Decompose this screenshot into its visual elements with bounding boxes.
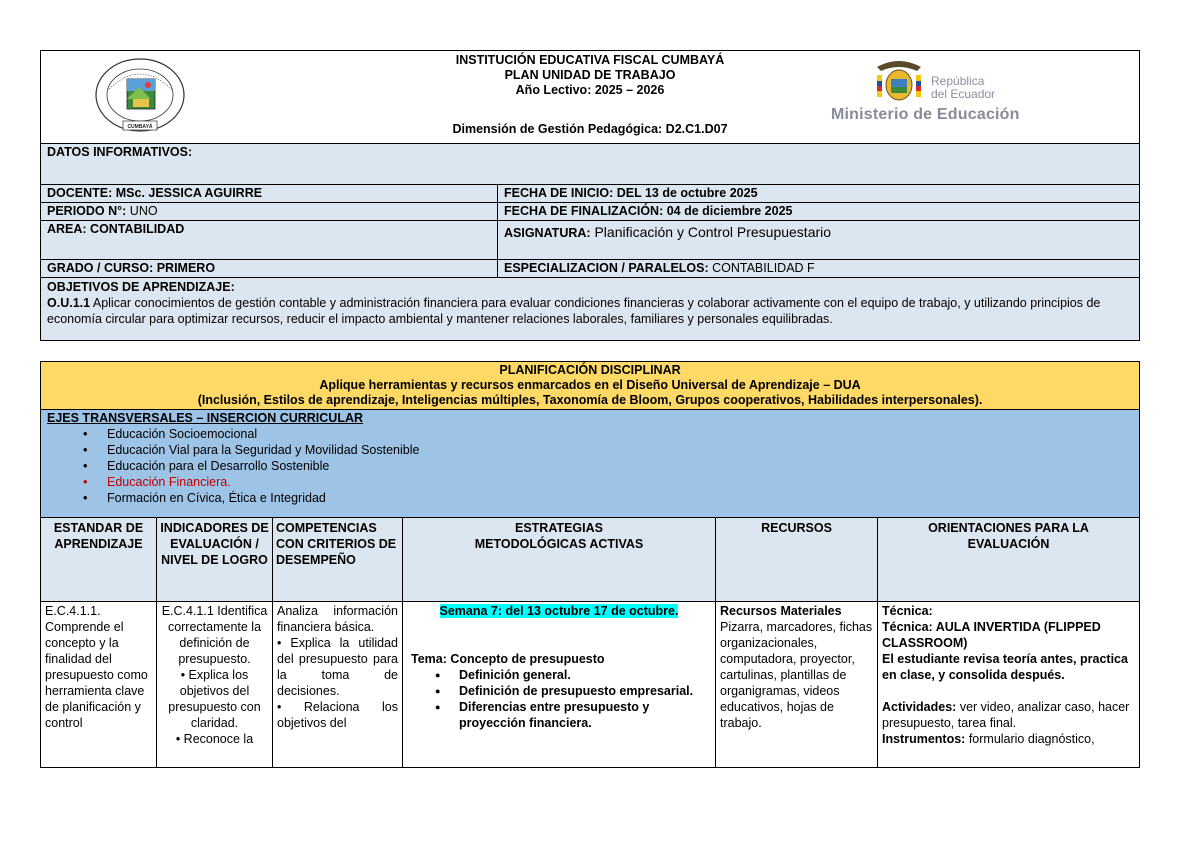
objetivos-title: OBJETIVOS DE APRENDIZAJE: xyxy=(47,280,235,294)
indicador-3: • Reconoce la xyxy=(175,732,254,746)
eje-item: • Educación para el Desarrollo Sostenible xyxy=(107,458,1133,474)
fecha-fin-cell: FECHA DE FINALIZACIÓN: 04 de diciembre 2025 xyxy=(498,203,1140,221)
competencias-cell xyxy=(273,602,403,768)
estrategias-cell xyxy=(403,602,716,768)
objetivos-cell xyxy=(41,278,1140,341)
ejes-list xyxy=(47,426,1133,506)
tema-item: ● Definición de presupuesto empresarial. xyxy=(459,683,711,699)
ecuador-coat-of-arms-icon xyxy=(869,57,929,105)
periodo-label: PERIODO N°: xyxy=(47,204,127,218)
recursos-text: Pizarra, marcadores, fichas organizacionales, computadora, proyector, cartulinas, plantillas de organigramas, videos educativos, hojas de trabajo. xyxy=(720,620,873,730)
col-header-recursos: RECURSOS xyxy=(716,518,878,602)
actividades-label: Actividades: xyxy=(882,700,957,714)
actividades-value: ver video, analizar caso, hacer presupuesto, tarea final. xyxy=(882,700,1130,730)
objetivo-text: Aplicar conocimientos de gestión contable y administración financiera para evaluar condiciones financieras y colaborar activamente con el equipo de trabajo, y utilizando principios de economía circular para optimizar recursos, reducir el impacto ambiental y mantener relaciones laborales, familiares y personales equilibradas. xyxy=(47,296,1101,326)
docente-cell: DOCENTE: MSc. JESSICA AGUIRRE xyxy=(41,185,498,203)
competencia-1: Analiza información financiera básica. xyxy=(277,604,398,634)
dua-subtitle: Aplique herramientas y recursos enmarcados en el Diseño Universal de Aprendizaje – DUA xyxy=(319,378,861,392)
header-cell xyxy=(41,51,1140,144)
school-year: Año Lectivo: 2025 – 2026 xyxy=(515,83,665,97)
tema-title: Tema: Concepto de presupuesto xyxy=(411,652,605,666)
dua-subtitle-2: (Inclusión, Estilos de aprendizaje, Inteligencias múltiples, Taxonomía de Bloom, Grupos cooperativos, Habilidades interpersonales). xyxy=(197,393,983,407)
plan-title: PLAN UNIDAD DE TRABAJO xyxy=(504,68,676,82)
recursos-cell xyxy=(716,602,878,768)
datos-informativos-title: DATOS INFORMATIVOS: xyxy=(41,144,1140,185)
indicador-2: • Explica los objetivos del presupuesto con claridad. xyxy=(168,668,261,730)
tecnica-desc: El estudiante revisa teoría antes, practica en clase, y consolida después. xyxy=(882,652,1128,682)
col-header-estrategias: ESTRATEGIAS METODOLÓGICAS ACTIVAS xyxy=(403,518,716,602)
tema-item: ● Diferencias entre presupuesto y proyección financiera. xyxy=(459,699,711,731)
eje-item: • Formación en Cívica, Ética e Integridad xyxy=(107,490,1133,506)
instrumentos-label: Instrumentos: xyxy=(882,732,966,746)
planificacion-header xyxy=(41,362,1140,410)
col-header-indicadores: INDICADORES DE EVALUACIÓN / NIVEL DE LOGRO xyxy=(157,518,273,602)
tecnica-label: Técnica: xyxy=(882,604,933,618)
ejes-title: EJES TRANSVERSALES – INSERCION CURRICULAR xyxy=(47,411,364,425)
semana-highlight: Semana 7: del 13 octubre 17 de octubre. xyxy=(439,604,679,618)
orientaciones-cell xyxy=(878,602,1140,768)
especializacion-label: ESPECIALIZACION / PARALELOS: xyxy=(504,261,709,275)
ejes-transversales-cell xyxy=(41,410,1140,518)
tema-item: ● Definición general. xyxy=(459,667,711,683)
asignatura-label: ASIGNATURA: xyxy=(504,226,591,240)
instrumentos-value: formulario diagnóstico, xyxy=(965,732,1095,746)
eje-item: • Educación Socioemocional xyxy=(107,426,1133,442)
col-header-orientaciones: ORIENTACIONES PARA LA EVALUACIÓN xyxy=(878,518,1140,602)
planificacion-title: PLANIFICACIÓN DISCIPLINAR xyxy=(499,363,681,377)
tecnica-value: Técnica: AULA INVERTIDA (FLIPPED CLASSROOM) xyxy=(882,620,1101,650)
col-header-estandar: ESTANDAR DE APRENDIZAJE xyxy=(41,518,157,602)
grado-cell: GRADO / CURSO: PRIMERO xyxy=(41,260,498,278)
competencia-2: • Explica la utilidad del presupuesto para la toma de decisiones. xyxy=(277,636,398,698)
periodo-cell xyxy=(41,203,498,221)
datos-informativos-table xyxy=(40,50,1140,341)
objetivo-code: O.U.1.1 xyxy=(47,296,91,310)
asignatura-cell xyxy=(498,221,1140,260)
estandar-cell: E.C.4.1.1. Comprende el concepto y la finalidad del presupuesto como herramienta clave de planificación y control xyxy=(41,602,157,768)
ministry-logo xyxy=(831,57,1051,127)
ministry-name: Ministerio de Educación xyxy=(831,106,1020,123)
temas-list xyxy=(407,667,711,731)
eje-item: • Educación Vial para la Seguridad y Movilidad Sostenible xyxy=(107,442,1133,458)
svg-text:CUMBAYÁ: CUMBAYÁ xyxy=(127,124,153,130)
competencia-3: • Relaciona los objetivos del xyxy=(277,700,398,730)
asignatura-value: Planificación y Control Presupuestario xyxy=(590,224,832,240)
especializacion-cell xyxy=(498,260,1140,278)
fecha-inicio-cell: FECHA DE INICIO: DEL 13 de octubre 2025 xyxy=(498,185,1140,203)
especializacion-value: CONTABILIDAD F xyxy=(708,261,815,275)
republica-label xyxy=(931,75,995,101)
institution-name: INSTITUCIÓN EDUCATIVA FISCAL CUMBAYÁ xyxy=(455,53,725,67)
actividades-line xyxy=(882,699,1135,731)
recursos-title: Recursos Materiales xyxy=(720,604,842,618)
objetivo-item xyxy=(47,295,1133,327)
republica-line1: República xyxy=(931,74,985,88)
republica-line2: del Ecuador xyxy=(931,87,996,101)
instrumentos-line xyxy=(882,731,1135,747)
periodo-value: UNO xyxy=(126,204,158,218)
area-cell: AREA: CONTABILIDAD xyxy=(41,221,498,260)
indicador-1: E.C.4.1.1 Identifica correctamente la definición de presupuesto. xyxy=(161,604,268,666)
dimension-label: Dimensión de Gestión Pedagógica: D2.C1.D07 xyxy=(452,122,728,136)
eje-item-highlighted: • Educación Financiera. xyxy=(107,474,1133,490)
indicadores-cell xyxy=(157,602,273,768)
planificacion-table xyxy=(40,361,1140,768)
col-header-competencias: COMPETENCIAS CON CRITERIOS DE DESEMPEÑO xyxy=(273,518,403,602)
